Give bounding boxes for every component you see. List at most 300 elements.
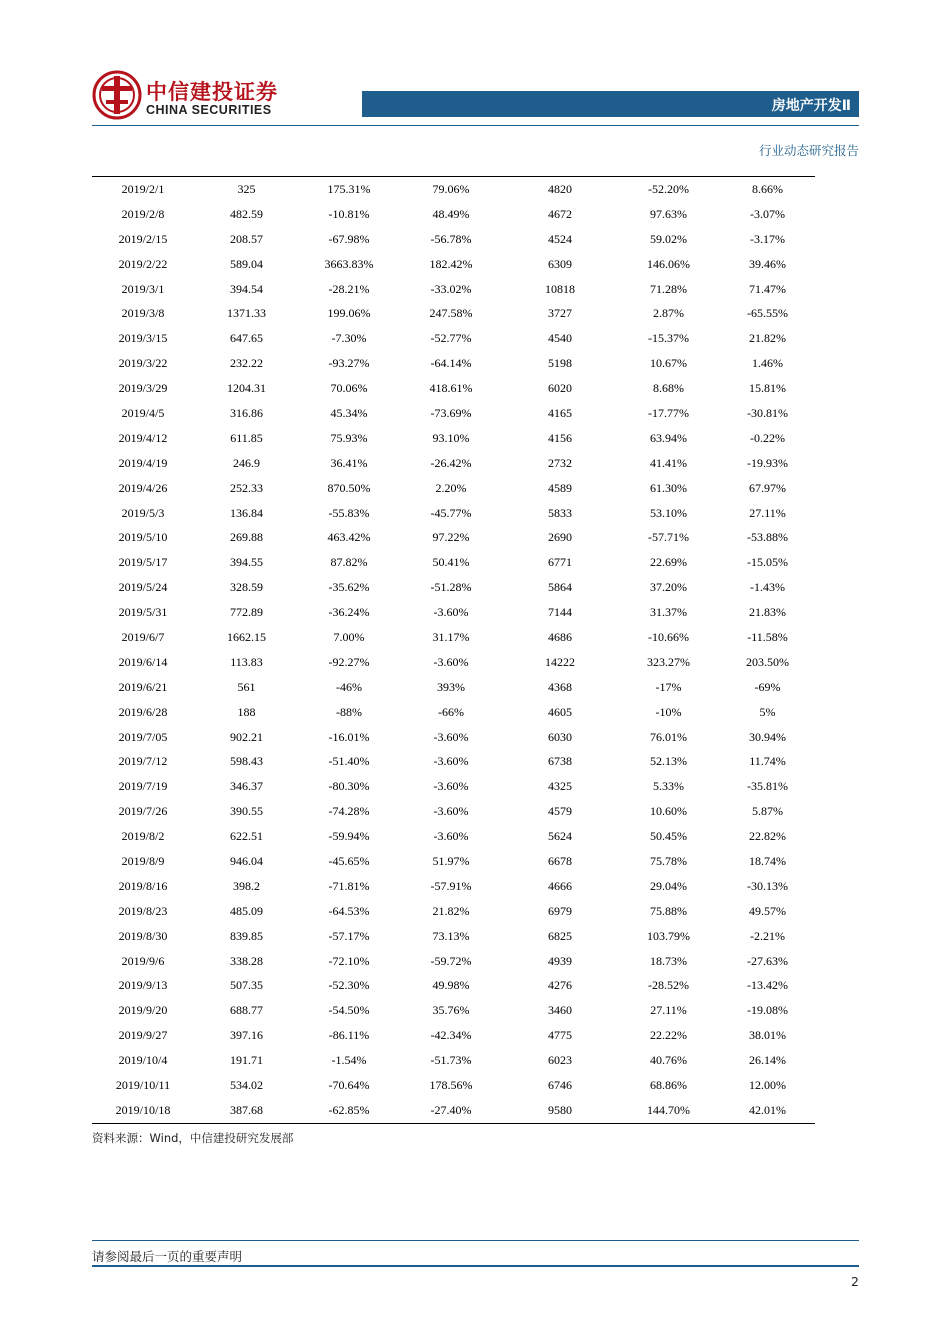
table-cell: 50.41% (432, 555, 470, 570)
table-cell: 31.37% (650, 605, 687, 620)
table-cell: -17% (655, 679, 682, 694)
table-cell: 144.70% (617, 1098, 720, 1123)
table-cell: 4589 (548, 480, 572, 495)
table-cell: -57.91% (430, 878, 472, 893)
table-cell: 5624 (548, 829, 572, 844)
table-cell: -59.94% (328, 829, 370, 844)
table-cell: -59.72% (430, 953, 472, 968)
table-cell: 22.82% (749, 829, 786, 844)
table-cell: 59.02% (650, 231, 687, 246)
table-cell: 8.66% (720, 177, 815, 202)
table-row (92, 824, 815, 849)
table-cell: 93.10% (432, 430, 470, 445)
table-row (92, 227, 815, 252)
table-cell: -30.81% (747, 405, 788, 420)
table-cell: 4672 (548, 206, 572, 221)
table-cell: 4939 (548, 953, 572, 968)
table-row (92, 1073, 815, 1098)
header-banner (362, 91, 859, 117)
table-row (92, 202, 815, 227)
table-cell: -1.54% (331, 1053, 367, 1068)
table-cell: 18.73% (650, 953, 687, 968)
table-cell: 6771 (548, 555, 572, 570)
table-cell: 75.88% (650, 903, 687, 918)
table-cell: 175.31% (299, 177, 399, 202)
table-cell: 338.28 (230, 953, 263, 968)
table-row (92, 376, 815, 401)
table-cell: 252.33 (230, 480, 263, 495)
table-cell: -19.08% (747, 1003, 788, 1018)
table-cell: -3.60% (433, 605, 469, 620)
table-cell: 21.82% (749, 331, 786, 346)
table-cell: 6746 (548, 1078, 572, 1092)
table-cell: 36.41% (330, 455, 368, 470)
table-cell: 2019/3/15 (118, 331, 168, 346)
table-cell: -36.24% (328, 605, 370, 620)
table-cell: 2019/5/31 (118, 605, 168, 620)
table-cell: 10.67% (650, 356, 687, 371)
table-cell: 18.74% (749, 853, 786, 868)
table-row (92, 501, 815, 526)
table-cell: 2690 (548, 530, 572, 545)
table-row (92, 252, 815, 277)
table-cell: -27.40% (399, 1098, 503, 1123)
table-cell: 2.20% (435, 480, 467, 495)
table-cell: 2019/8/9 (121, 853, 165, 868)
table-cell: -57.17% (328, 928, 370, 943)
table-cell: -35.62% (328, 580, 370, 595)
table-cell: -52.20% (617, 177, 720, 202)
table-cell: 2019/7/19 (118, 779, 168, 794)
table-cell: -33.02% (430, 281, 472, 296)
table-cell: 2019/4/12 (118, 430, 168, 445)
table-row (92, 525, 815, 550)
table-cell: 2019/8/30 (118, 928, 168, 943)
table-row (92, 650, 815, 675)
table-cell: -92.27% (328, 654, 370, 669)
table-cell: 394.54 (230, 281, 263, 296)
table-cell: 103.79% (647, 928, 690, 943)
table-cell: 561 (237, 679, 256, 694)
table-cell: -30.13% (747, 878, 788, 893)
table-row (92, 749, 815, 774)
table-row (92, 575, 815, 600)
table-cell: 2019/5/17 (118, 555, 168, 570)
table-cell: 463.42% (327, 530, 371, 545)
table-cell: 4165 (548, 405, 572, 420)
table-cell: 5.87% (752, 804, 783, 819)
table-cell: 27.11% (749, 505, 786, 520)
table-cell: 51.97% (432, 853, 470, 868)
table-cell: 1371.33 (227, 306, 266, 321)
table-cell: -55.83% (328, 505, 370, 520)
table-cell: -0.22% (750, 430, 785, 445)
table-cell: 2019/9/20 (118, 1003, 168, 1018)
table-cell: 2019/2/1 (92, 177, 194, 202)
table-body (92, 177, 815, 1124)
table-cell: 5198 (548, 356, 572, 371)
table-cell: 2019/5/24 (118, 580, 168, 595)
table-cell: -10.81% (328, 206, 370, 221)
table-cell: 247.58% (429, 306, 473, 321)
table-cell: 14222 (545, 654, 575, 669)
table-row (92, 700, 815, 725)
table-cell: -52.30% (328, 978, 370, 993)
table-cell: -3.60% (433, 779, 469, 794)
table-cell: 2.87% (653, 306, 684, 321)
table-cell: -70.64% (328, 1078, 370, 1092)
table-cell: 7.00% (333, 629, 365, 644)
table-cell: 6678 (548, 853, 572, 868)
table-cell: -3.60% (433, 654, 469, 669)
table-row (92, 451, 815, 476)
table-cell: 611.85 (230, 430, 263, 445)
table-cell: -51.40% (328, 754, 370, 769)
table-cell: 42.01% (720, 1098, 815, 1123)
table-cell: -56.78% (430, 231, 472, 246)
table-cell: -71.81% (328, 878, 370, 893)
table-cell: 2019/8/2 (121, 829, 165, 844)
table-cell: 2019/3/8 (121, 306, 165, 321)
table-cell: 2019/2/8 (121, 206, 165, 221)
table-cell: 50.45% (650, 829, 687, 844)
table-cell: -27.63% (747, 953, 788, 968)
header-divider (92, 125, 859, 126)
table-cell: 2019/6/21 (118, 679, 168, 694)
table-cell: -88% (336, 704, 362, 719)
table-cell: -46% (336, 679, 362, 694)
table-cell: 73.13% (432, 928, 470, 943)
table-cell: -3.60% (433, 804, 469, 819)
table-row (92, 899, 815, 924)
table-cell: 5% (759, 704, 776, 719)
table-cell: 2019/6/28 (118, 704, 168, 719)
citic-logo-icon (92, 70, 142, 120)
table-cell: -3.60% (433, 754, 469, 769)
table-cell: 534.02 (230, 1078, 263, 1092)
table-cell: 35.76% (432, 1003, 470, 1018)
table-cell: 53.10% (650, 505, 687, 520)
table-cell: 178.56% (429, 1078, 473, 1092)
table-row (92, 1023, 815, 1048)
table-cell: 49.98% (432, 978, 470, 993)
table-cell: 4276 (548, 978, 572, 993)
table-cell: 41.41% (650, 455, 687, 470)
table-cell: 97.22% (432, 530, 470, 545)
table-cell: -2.21% (750, 928, 785, 943)
table-cell: 29.04% (650, 878, 687, 893)
table-cell: 6023 (548, 1053, 572, 1068)
table-cell: -73.69% (430, 405, 472, 420)
table-cell: 6309 (548, 256, 572, 271)
table-cell: 5.33% (653, 779, 684, 794)
table-cell: 208.57 (230, 231, 263, 246)
table-row (92, 949, 815, 974)
table-cell: -13.42% (747, 978, 788, 993)
table-row (92, 625, 815, 650)
logo-chinese-name: 中信建投证券 (146, 80, 278, 104)
table-cell: 146.06% (647, 256, 690, 271)
table-cell: -51.28% (430, 580, 472, 595)
table-cell: 76.01% (650, 729, 687, 744)
table-cell: -53.88% (747, 530, 788, 545)
table-cell: 2019/9/13 (118, 978, 168, 993)
table-cell: -51.73% (430, 1053, 472, 1068)
table-cell: -45.65% (328, 853, 370, 868)
table-cell: 67.97% (749, 480, 786, 495)
table-cell: 37.20% (650, 580, 687, 595)
table-cell: 5864 (548, 580, 572, 595)
table-cell: -26.42% (430, 455, 472, 470)
table-cell: 2019/7/26 (118, 804, 168, 819)
table-cell: 40.76% (650, 1053, 687, 1068)
table-row (92, 924, 815, 949)
footer-divider-bottom (92, 1265, 859, 1267)
table-cell: 79.06% (399, 177, 503, 202)
table-cell: 870.50% (327, 480, 371, 495)
table-cell: -3.17% (750, 231, 785, 246)
table-cell: 316.86 (230, 405, 263, 420)
table-cell: 1.46% (752, 356, 783, 371)
table-row (92, 476, 815, 501)
table-cell: 2019/10/4 (118, 1053, 168, 1068)
table-cell: 6030 (548, 729, 572, 744)
table-cell: 394.55 (230, 555, 263, 570)
table-cell: 2019/2/15 (118, 231, 168, 246)
table-cell: 87.82% (330, 555, 368, 570)
table-cell: 30.94% (749, 729, 786, 744)
table-cell: 61.30% (650, 480, 687, 495)
table-cell: 75.93% (330, 430, 368, 445)
table-cell: 6979 (548, 903, 572, 918)
table-row (92, 277, 815, 302)
table-cell: 2019/8/16 (118, 878, 168, 893)
table-cell: 68.86% (650, 1078, 687, 1092)
weekly-data-table (92, 176, 815, 1124)
table-cell: -72.10% (328, 953, 370, 968)
table-cell: 38.01% (749, 1028, 786, 1043)
table-cell: 328.59 (230, 580, 263, 595)
logo-english-name: CHINA SECURITIES (146, 103, 272, 117)
table-cell: -10.66% (648, 629, 689, 644)
table-cell: -66% (438, 704, 464, 719)
table-cell: 325 (194, 177, 299, 202)
table-cell: 3663.83% (324, 256, 374, 271)
table-cell: -42.34% (430, 1028, 472, 1043)
table-cell: -1.43% (750, 580, 785, 595)
table-cell: 12.00% (749, 1078, 786, 1092)
table-cell: 21.82% (432, 903, 470, 918)
table-cell: 4820 (503, 177, 617, 202)
table-cell: 2019/7/12 (118, 754, 168, 769)
table-cell: 3727 (548, 306, 572, 321)
table-cell: -67.98% (328, 231, 370, 246)
table-cell: -52.77% (430, 331, 472, 346)
table-cell: 902.21 (230, 729, 263, 744)
table-cell: 75.78% (650, 853, 687, 868)
table-cell: 4605 (548, 704, 572, 719)
table-cell: -15.37% (648, 331, 689, 346)
table-cell: 15.81% (749, 381, 786, 396)
table-cell: 398.2 (233, 878, 260, 893)
table-cell: 3460 (548, 1003, 572, 1018)
page-number: 2 (851, 1274, 859, 1289)
disclaimer-note: 请参阅最后一页的重要声明 (92, 1249, 243, 1264)
table-cell: 48.49% (432, 206, 470, 221)
table-cell: 21.83% (749, 605, 786, 620)
table-cell: 507.35 (230, 978, 263, 993)
table-cell: 598.43 (230, 754, 263, 769)
table-cell: 7144 (548, 605, 572, 620)
table-cell: 63.94% (650, 430, 687, 445)
table-cell: -28.52% (648, 978, 689, 993)
table-row (92, 974, 815, 999)
table-cell: 4156 (548, 430, 572, 445)
table-cell: -35.81% (747, 779, 788, 794)
table-cell: 113.83 (230, 654, 263, 669)
footer-divider-top (92, 1240, 859, 1241)
table-cell: 397.16 (230, 1028, 263, 1043)
table-cell: 6825 (548, 928, 572, 943)
table-cell: 2019/10/11 (115, 1078, 171, 1092)
table-cell: -93.27% (328, 356, 370, 371)
table-cell: 390.55 (230, 804, 263, 819)
table-row (92, 774, 815, 799)
table-cell: -57.71% (648, 530, 689, 545)
table-cell: 4524 (548, 231, 572, 246)
table-cell: 2019/5/3 (121, 505, 165, 520)
table-cell: 11.74% (749, 754, 786, 769)
table-cell: 4686 (548, 629, 572, 644)
table-cell: 10.60% (650, 804, 687, 819)
table-row (92, 301, 815, 326)
table-row (92, 550, 815, 575)
table-cell: 622.51 (230, 829, 263, 844)
table-cell: -10% (655, 704, 682, 719)
table-cell: 246.9 (233, 455, 260, 470)
table-cell: 4368 (548, 679, 572, 694)
table-cell: -65.55% (747, 306, 788, 321)
table-row (92, 675, 815, 700)
company-logo (92, 70, 312, 126)
table-cell: -17.77% (648, 405, 689, 420)
table-cell: 199.06% (327, 306, 371, 321)
table-cell: -28.21% (328, 281, 370, 296)
table-cell: 2019/2/22 (118, 256, 168, 271)
table-cell: 2019/4/19 (118, 455, 168, 470)
table-cell: 71.47% (749, 281, 786, 296)
table-cell: 2019/9/6 (121, 953, 165, 968)
table-cell: 2019/3/22 (118, 356, 168, 371)
table-cell: 387.68 (194, 1098, 299, 1123)
table-cell: 946.04 (230, 853, 263, 868)
table-cell: 647.65 (230, 331, 263, 346)
table-cell: 4540 (548, 331, 572, 346)
table-cell: 97.63% (650, 206, 687, 221)
table-cell: -16.01% (328, 729, 370, 744)
table-cell: 22.22% (650, 1028, 687, 1043)
table-cell: -3.60% (433, 829, 469, 844)
table-cell: -64.14% (430, 356, 472, 371)
table-cell: 346.37 (230, 779, 263, 794)
table-cell: -3.07% (750, 206, 785, 221)
table-cell: 191.71 (230, 1053, 263, 1068)
table-row (92, 177, 815, 202)
table-cell: 269.88 (230, 530, 263, 545)
table-row (92, 326, 815, 351)
table-cell: 6020 (548, 381, 572, 396)
report-type: 行业动态研究报告 (758, 143, 859, 158)
table-cell: -64.53% (328, 903, 370, 918)
table-row (92, 725, 815, 750)
table-cell: -19.93% (747, 455, 788, 470)
table-cell: 182.42% (429, 256, 473, 271)
table-cell: 418.61% (429, 381, 473, 396)
table-cell: 70.06% (330, 381, 368, 396)
table-cell: 39.46% (749, 256, 786, 271)
table-cell: 22.69% (650, 555, 687, 570)
table-row (92, 600, 815, 625)
table-cell: -86.11% (328, 1028, 370, 1043)
table-cell: 839.85 (230, 928, 263, 943)
section-title: 房地产开发Ⅱ (771, 98, 851, 114)
table-cell: -80.30% (328, 779, 370, 794)
table-cell: 2019/6/14 (118, 654, 168, 669)
table-cell: 4666 (548, 878, 572, 893)
table-cell: -15.05% (747, 555, 788, 570)
table-row (92, 874, 815, 899)
table-row (92, 799, 815, 824)
table-row (92, 426, 815, 451)
table-cell: 5833 (548, 505, 572, 520)
table-cell: -74.28% (328, 804, 370, 819)
table-cell: 203.50% (746, 654, 789, 669)
table-row (92, 849, 815, 874)
table-row (92, 1098, 815, 1123)
table-cell: 9580 (503, 1098, 617, 1123)
table-cell: 772.89 (230, 605, 263, 620)
table-row (92, 401, 815, 426)
table-cell: 2019/6/7 (121, 629, 165, 644)
table-cell: -7.30% (331, 331, 367, 346)
table-row (92, 351, 815, 376)
table-cell: 2019/9/27 (118, 1028, 168, 1043)
table-cell: 10818 (545, 281, 575, 296)
table-cell: 2019/7/05 (118, 729, 168, 744)
table-cell: 26.14% (749, 1053, 786, 1068)
table-cell: -69% (754, 679, 781, 694)
table-cell: 482.59 (230, 206, 263, 221)
table-cell: 8.68% (653, 381, 684, 396)
table-cell: 4775 (548, 1028, 572, 1043)
table-cell: -54.50% (328, 1003, 370, 1018)
table-row (92, 1048, 815, 1073)
table-cell: 4325 (548, 779, 572, 794)
table-cell: 232.22 (230, 356, 263, 371)
table-cell: 688.77 (230, 1003, 263, 1018)
table-cell: 2019/5/10 (118, 530, 168, 545)
table-cell: -62.85% (299, 1098, 399, 1123)
table-cell: 2019/8/23 (118, 903, 168, 918)
table-cell: 27.11% (650, 1003, 687, 1018)
table-cell: 45.34% (330, 405, 368, 420)
table-cell: 1662.15 (227, 629, 266, 644)
table-cell: 4579 (548, 804, 572, 819)
table-cell: -11.58% (747, 629, 788, 644)
table-cell: -45.77% (430, 505, 472, 520)
table-cell: 2019/4/5 (121, 405, 165, 420)
table-cell: 2019/10/18 (92, 1098, 194, 1123)
